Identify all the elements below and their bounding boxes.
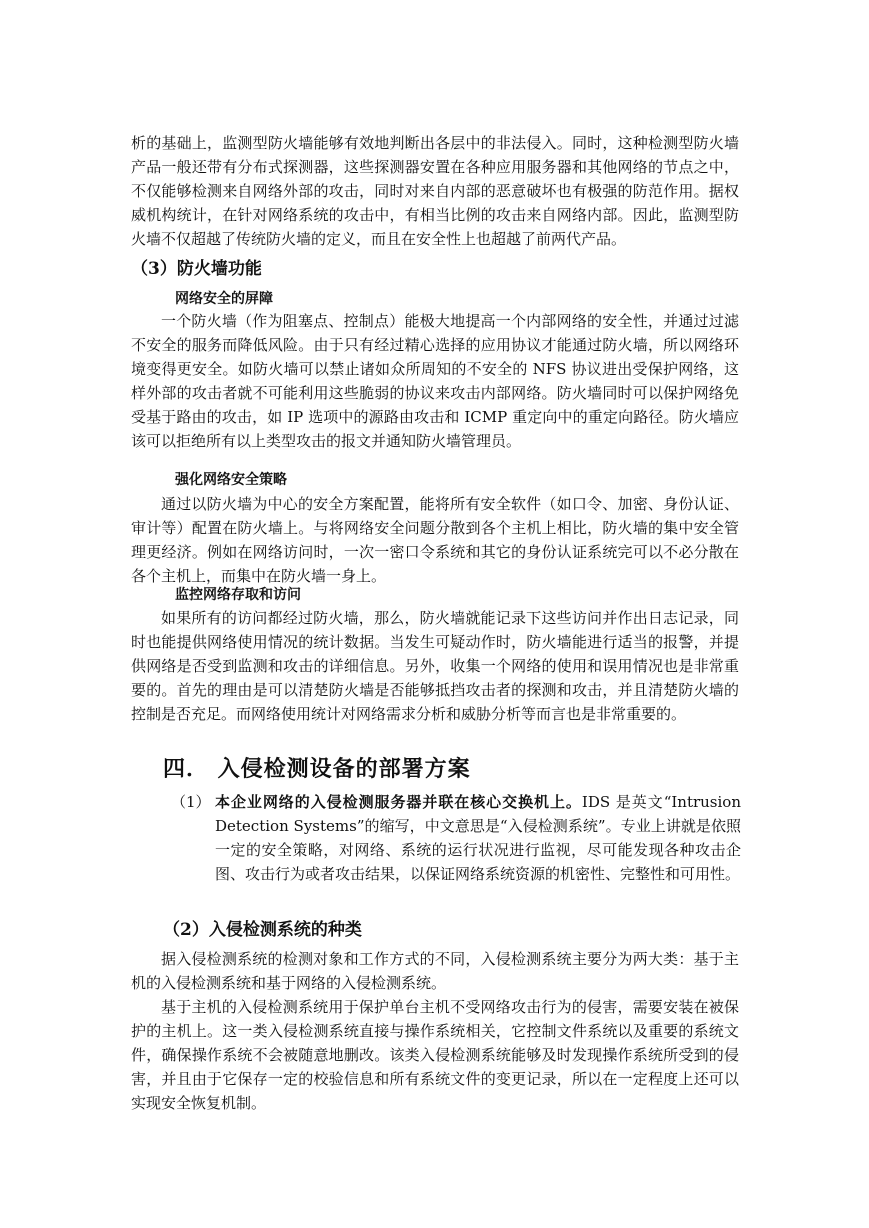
paragraph-host-ids: 基于主机的入侵检测系统用于保护单台主机不受网络攻击行为的侵害，需要安装在被保护的主机上。这一类入侵检测系统直接与操作系统相关，它控制文件系统以及重要的系统文件，确保操作系统不会被随意地删改。该类入侵检测系统能够及时发现操作系统所受到的侵害，并且由于它保存一定的校验信息和所有系统文件的变更记录，所以在一定程度上还可以实现安全恢复机制。 <box>131 998 739 1112</box>
heading-firewall-functions: （3）防火墙功能 <box>131 259 262 279</box>
item-number: （1） <box>171 793 211 811</box>
paragraph-monitoring-firewall: 析的基础上，监测型防火墙能够有效地判断出各层中的非法侵入。同时，这种检测型防火墙产品一般还带有分布式探测器，这些探测器安置在各种应用服务器和其他网络的节点之中，不仅能够检测来自网络外部的攻击，同时对来自内部的恶意破坏也有极强的防范作用。据权威机构统计，在针对网络系统的攻击中，有相当比例的攻击来自网络内部。因此，监测型防火墙不仅超越了传统防火墙的定义，而且在安全性上也超越了前两代产品。 <box>131 134 739 248</box>
subheading-monitor-access: 监控网络存取和访问 <box>175 587 301 603</box>
item-text: IDS 是英文“Intrusion Detection Systems”的缩写，中文意思是“入侵检测系统”。专业上讲就是依照一定的安全策略，对网络、系统的运行状况进行监视，尽可能发现各种攻击企图、攻击行为或者攻击结果，以保证网络系统资源的机密性、完整性和可用性。 <box>215 793 741 883</box>
paragraph-monitor-access: 如果所有的访问都经过防火墙，那么，防火墙就能记录下这些访问并作出日志记录，同时也能提供网络使用情况的统计数据。当发生可疑动作时，防火墙能进行适当的报警，并提供网络是否受到监测和攻击的详细信息。另外，收集一个网络的使用和误用情况也是非常重要的。首先的理由是可以清楚防火墙是否能够抵挡攻击者的探测和攻击，并且清楚防火墙的控制是否充足。而网络使用统计对网络需求分析和威胁分析等而言也是非常重要的。 <box>131 609 739 723</box>
paragraph-security-policy: 通过以防火墙为中心的安全方案配置，能将所有安全软件（如口令、加密、身份认证、审计等）配置在防火墙上。与将网络安全问题分散到各个主机上相比，防火墙的集中安全管理更经济。例如在网络访问时，一次一密口令系统和其它的身份认证系统完可以不必分散在各个主机上，而集中在防火墙一身上。 <box>131 495 739 585</box>
subheading-security-policy: 强化网络安全策略 <box>175 472 287 488</box>
heading-ids-types: （2）入侵检测系统的种类 <box>163 920 362 940</box>
subheading-network-barrier: 网络安全的屏障 <box>175 291 273 307</box>
paragraph-network-barrier: 一个防火墙（作为阻塞点、控制点）能极大地提高一个内部网络的安全性，并通过过滤不安全的服务而降低风险。由于只有经过精心选择的应用协议才能通过防火墙，所以网络环境变得更安全。如防火墙可以禁止诸如众所周知的不安全的 NFS 协议进出受保护网络，这样外部的攻击者就不可能利用这些脆弱的协议来攻击内部网络。防火墙同时可以保护网络免受基于路由的攻击，如 IP 选项中的源路由攻击和 ICMP 重定向中的重定向路径。防火墙应该可以拒绝所有以上类型攻击的报文并通知防火墙管理员。 <box>131 312 739 450</box>
item-body <box>215 790 741 886</box>
paragraph-ids-overview: 据入侵检测系统的检测对象和工作方式的不同，入侵检测系统主要分为两大类：基于主机的入侵检测系统和基于网络的入侵检测系统。 <box>131 950 739 992</box>
heading-section-4: 四． 入侵检测设备的部署方案 <box>163 756 471 782</box>
numbered-item-1 <box>171 790 741 886</box>
item-lead-text: 本企业网络的入侵检测服务器并联在核心交换机上。 <box>215 793 582 811</box>
